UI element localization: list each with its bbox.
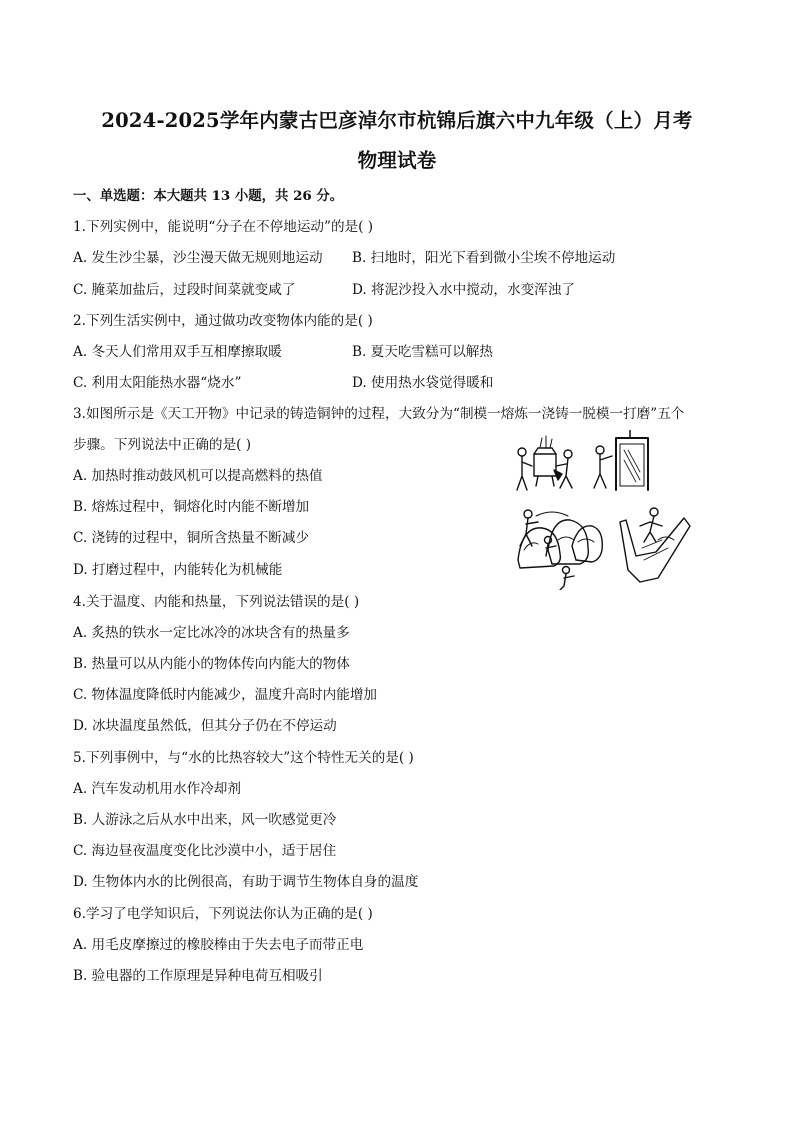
question-5-option-c: C. 海边昼夜温度变化比沙漠中小，适于居住 (73, 843, 337, 859)
question-5-option-b: B. 人游泳之后从水中出来，风一吹感觉更冷 (73, 812, 337, 828)
question-3-option-a: A. 加热时推动鼓风机可以提高燃料的热值 (73, 468, 323, 484)
question-6-option-b: B. 验电器的工作原理是异种电荷互相吸引 (73, 968, 323, 984)
question-2-option-d: D. 使用热水袋觉得暖和 (352, 375, 494, 391)
question-2-option-c: C. 利用太阳能热水器“烧水” (73, 375, 242, 391)
page-title-line2: 物理试卷 (357, 149, 437, 172)
bell-casting-illustration (508, 430, 692, 590)
section-heading: 一、单选题：本大题共 13 小题，共 26 分。 (73, 188, 344, 204)
question-2-stem: 2.下列生活实例中，通过做功改变物体内能的是( ) (73, 313, 373, 329)
question-1-option-a: A. 发生沙尘暴，沙尘漫天做无规则地运动 (73, 250, 323, 266)
question-3-option-c: C. 浇铸的过程中，铜所含热量不断减少 (73, 530, 310, 546)
question-1-option-c: C. 腌菜加盐后，过段时间菜就变咸了 (73, 282, 296, 298)
question-5-option-d: D. 生物体内水的比例很高，有助于调节生物体自身的温度 (73, 874, 419, 890)
question-3-stem-line1: 3.如图所示是《天工开物》中记录的铸造铜钟的过程，大致分为“制模一熔炼一浇铸一脱模一打磨”五个 (73, 406, 685, 422)
question-4-option-d: D. 冰块温度虽然低，但其分子仍在不停运动 (73, 718, 337, 734)
question-1-stem: 1.下列实例中，能说明“分子在不停地运动”的是( ) (73, 219, 374, 235)
question-3-stem-line2: 步骤。下列说法中正确的是( ) (73, 437, 252, 453)
question-3-option-d: D. 打磨过程中，内能转化为机械能 (73, 562, 283, 578)
question-6-stem: 6.学习了电学知识后，下列说法你认为正确的是( ) (73, 906, 373, 922)
question-4-stem: 4.关于温度、内能和热量，下列说法错误的是( ) (73, 594, 360, 610)
question-1-option-b: B. 扫地时，阳光下看到微小尘埃不停地运动 (352, 250, 616, 266)
question-4-option-a: A. 炙热的铁水一定比冰冷的冰块含有的热量多 (73, 625, 350, 641)
question-6-option-a: A. 用毛皮摩擦过的橡胶棒由于失去电子而带正电 (73, 937, 364, 953)
question-4-option-b: B. 热量可以从内能小的物体传向内能大的物体 (73, 656, 350, 672)
question-4-option-c: C. 物体温度降低时内能减少，温度升高时内能增加 (73, 687, 378, 703)
question-5-stem: 5.下列事例中，与“水的比热容较大”这个特性无关的是( ) (73, 750, 414, 766)
question-1-option-d: D. 将泥沙投入水中搅动，水变浑浊了 (352, 282, 575, 298)
question-3-option-b: B. 熔炼过程中，铜熔化时内能不断增加 (73, 499, 310, 515)
question-5-option-a: A. 汽车发动机用水作冷却剂 (73, 781, 241, 797)
page-title-line1: 2024-2025学年内蒙古巴彦淖尔市杭锦后旗六中九年级（上）月考 (101, 109, 693, 132)
question-2-option-a: A. 冬天人们常用双手互相摩擦取暖 (73, 344, 282, 360)
question-2-option-b: B. 夏天吃雪糕可以解热 (352, 344, 493, 360)
